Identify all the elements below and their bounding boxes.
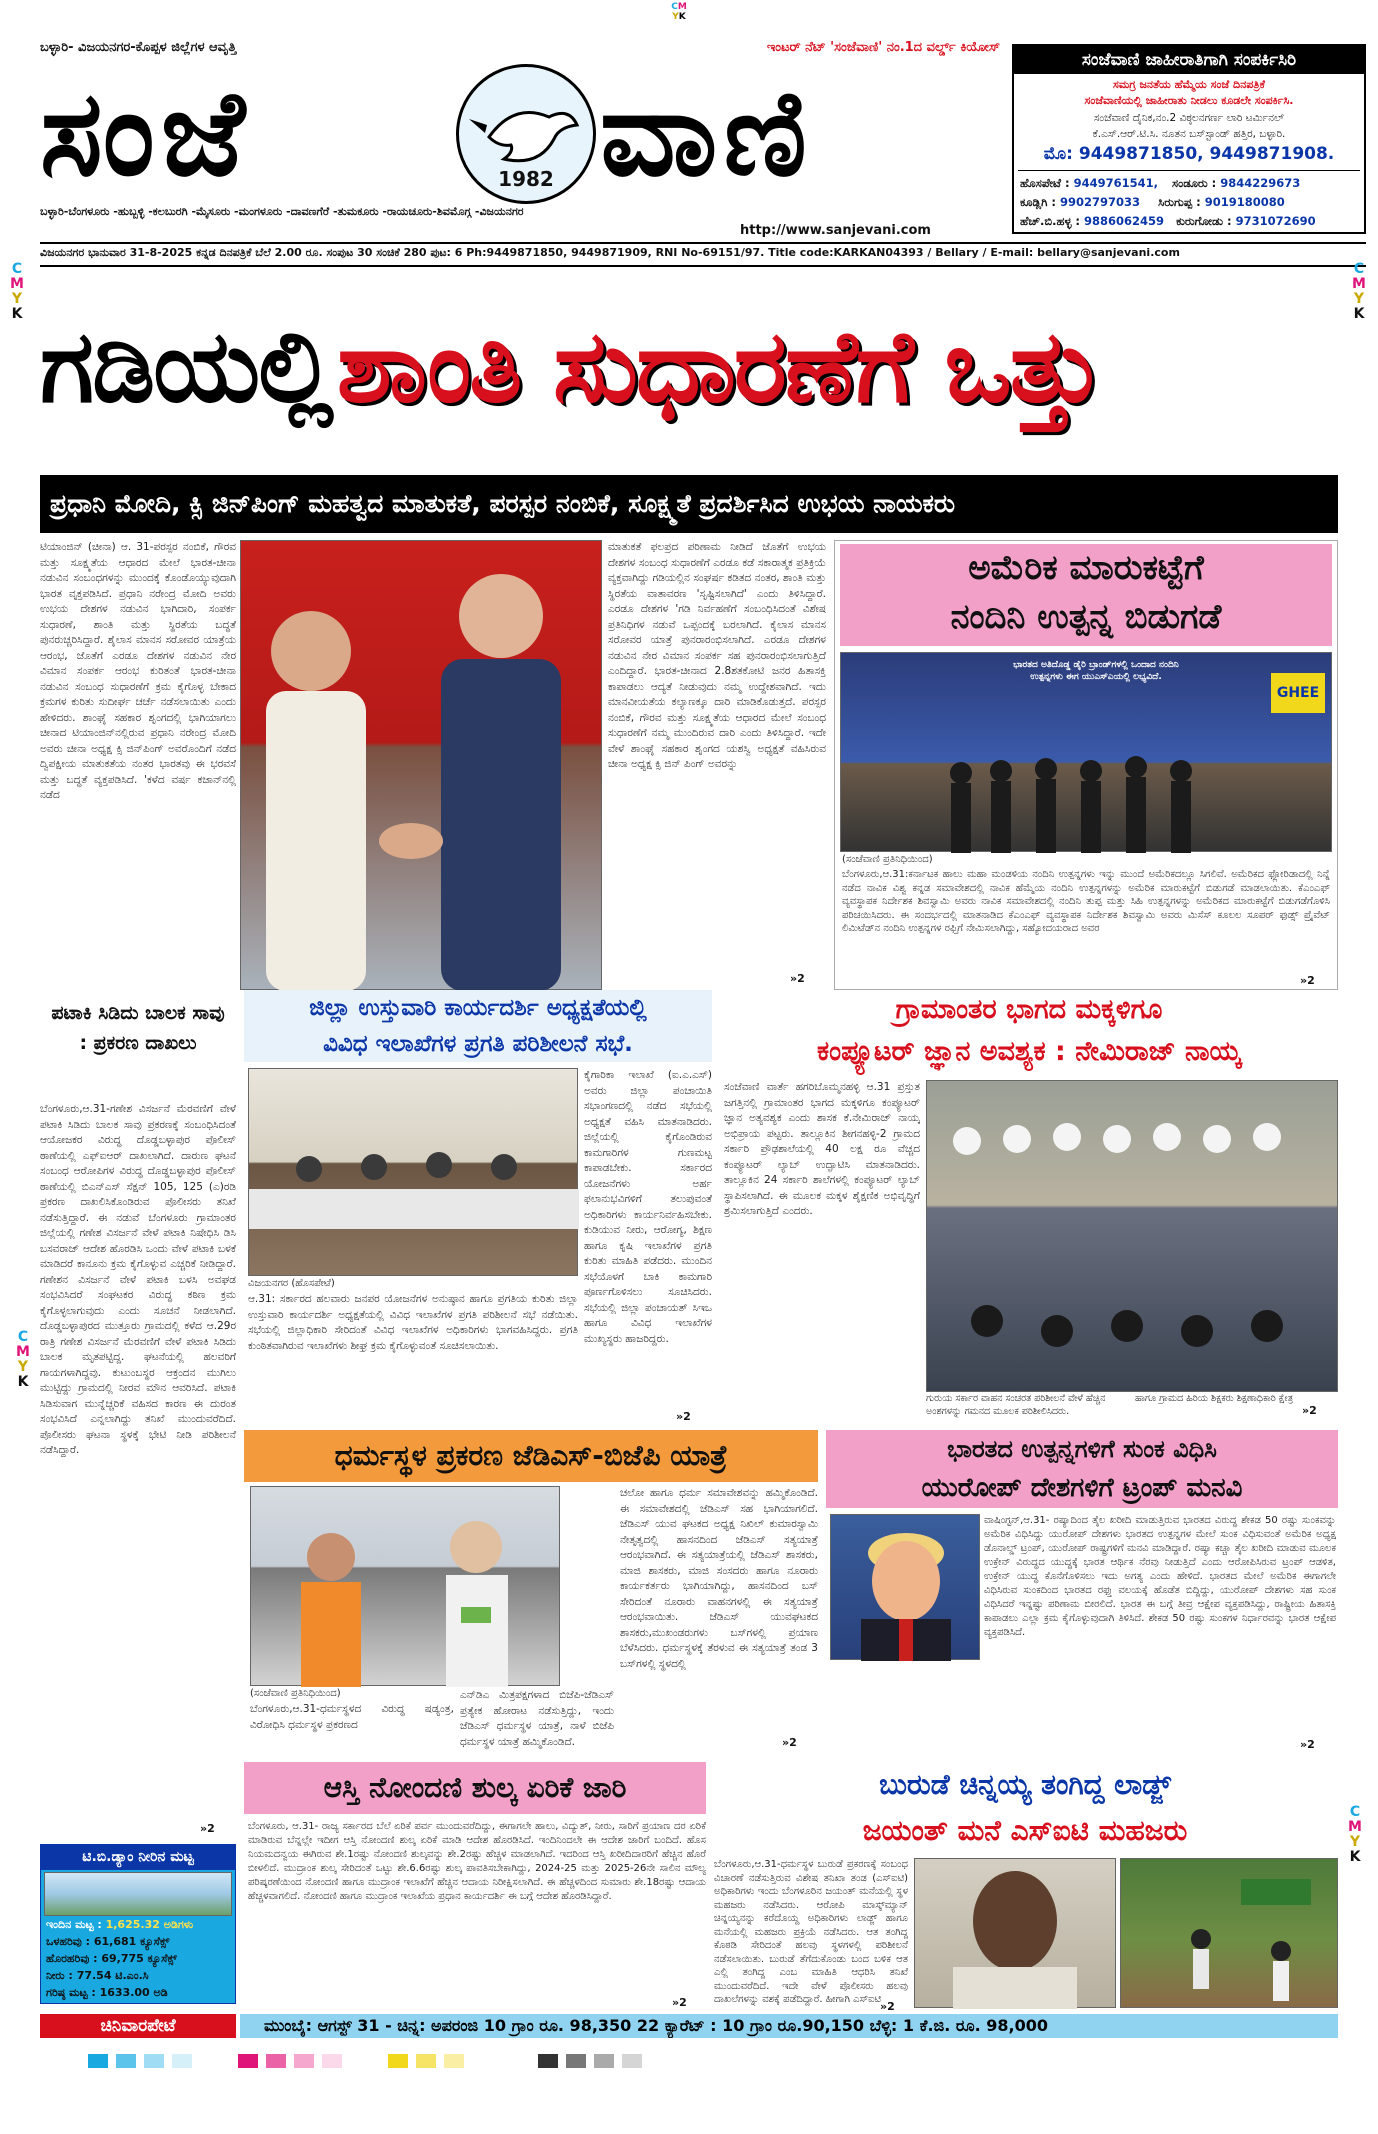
cmyk-y: Y — [1353, 291, 1365, 307]
district-caption: ವಿಜಯನಗರ (ಹೊಸಪೇಟೆ) — [248, 1278, 335, 1289]
headline-part2: ಶಾಂತಿ ಸುಧಾರಣೆಗೆ ಒತ್ತು — [336, 308, 1102, 425]
chinnayya-photo — [914, 1858, 1116, 2008]
swatch-magenta — [322, 2054, 342, 2068]
dam-photo — [44, 1872, 232, 1916]
computer-body: ಸಂಜೆವಾಣಿ ವಾರ್ತೆ ಹಗರಿಬೊಮ್ಮನಹಳ್ಳಿ ಆ.31 ಪ್ರಸ್ತುತ ಜಗತ್ತಿನಲ್ಲಿ ಗ್ರಾಮಾಂತರ ಭಾಗದ ಮಕ್ಕಳಿಗೂ ಕಂಪ್ಯೂಟರ್ ಜ್ಞಾನ ಅತ್ಯವಶ್ಯಕ ಎಂದು ಶಾಸಕ ಕೆ.ನೇಮಿರಾಜ್ ನಾಯ್ಕ ಅಭಿಪ್ರಾಯ ಪಟ್ಟರು. ತಾಲ್ಲೂಕಿನ ಶೀಗನಹಳ್ಳಿ-2 ಗ್ರಾಮದ ಸರ್ಕಾರಿ ಪ್ರೌಢಶಾಲೆಯಲ್ಲಿ 40 ಲಕ್ಷ ರೂ ವೆಚ್ಚದ ಕಂಪ್ಯೂಟರ್ ಲ್ಯಾಬ್ ಉದ್ಘಾಟಿಸಿ ಮಾತನಾಡಿದರು. ತಾಲ್ಲೂಕಿನ 24 ಸರ್ಕಾರಿ ಶಾಲೆಗಳಲ್ಲಿ ಕಂಪ್ಯೂಟರ್ ಲ್ಯಾಬ್ ಸ್ಥಾಪಿಸಲಾಗಿದೆ. ಈ ಮೂಲಕ ಮಕ್ಕಳ ಶೈಕ್ಷಣಿಕ ಅಭಿವೃದ್ಧಿಗೆ ಶ್ರಮಿಸಲಾಗುತ್ತಿದೆ ಎಂದರು. — [724, 1081, 920, 1217]
firecracker-jump[interactable]: »2 — [200, 1822, 215, 1835]
market-rates: ಮುಂಬೈ: ಆಗಸ್ಟ್ 31 - ಚಿನ್ನ: ಅಪರಂಜಿ 10 ಗ್ರಾಂ ರೂ. 98,350 22 ಕ್ಯಾರೆಟ್ : 10 ಗ್ರಾಂ ರೂ.90,150 ಬೆಳ್ಳಿ: 1 ಕೆ.ಜಿ. ರೂ. 98,000 — [240, 2014, 1338, 2038]
dam-value: 1,625.32 ಅಡಿಗಳು — [105, 1918, 194, 1931]
property-title: ಆಸ್ತಿ ನೋಂದಣಿ ಶುಲ್ಕ ಏರಿಕೆ ಜಾರಿ — [244, 1762, 706, 1814]
masthead-website[interactable]: http://www.sanjevani.com — [740, 223, 931, 238]
ad-contact-number: 9902797033 — [1060, 195, 1141, 209]
district-jump[interactable]: »2 — [676, 1410, 691, 1423]
nandini-jump[interactable]: »2 — [1300, 974, 1315, 987]
ad-contact-row — [1020, 176, 1360, 194]
cmyk-c: C — [1349, 1804, 1361, 1820]
ad-line3: ಸಂಜೆವಾಣಿ ದೈನಿಕ,ನಂ.2 ವಿಠ್ಠಲನಗರ್ಣ ಲಾರಿ ಟರ್ಮಿನಲ್ — [1093, 112, 1285, 124]
swatch-magenta — [294, 2054, 314, 2068]
computer-title-1: ಗ್ರಾಮಾಂತರ ಭಾಗದ ಮಕ್ಕಳಿಗೂ — [895, 994, 1163, 1025]
property-jump[interactable]: »2 — [672, 1996, 687, 2009]
ad-contact-number: 9731072690 — [1235, 214, 1316, 228]
dam-value: 77.54 ಟಿ.ಎಂ.ಸಿ — [76, 1969, 149, 1982]
swatch-cyan — [172, 2054, 192, 2068]
forest-icon — [1121, 1859, 1339, 2009]
cmyk-y: Y — [17, 1359, 29, 1375]
dove-logo — [456, 64, 596, 204]
trump-photo — [830, 1514, 980, 1660]
lead-col1: ಟಿಯಾಂಜಿನ್ (ಚೀನಾ) ಆ. 31-ಪರಸ್ಪರ ನಂಬಿಕೆ, ಗೌರವ ಮತ್ತು ಸೂಕ್ಷ್ಮತೆಯ ಆಧಾರದ ಮೇಲೆ ಭಾರತ-ಚೀನಾ ನಡುವಿನ ಸಂಬಂಧಗಳನ್ನು ಮುಂದಕ್ಕೆ ಕೊಂಡೊಯ್ಯುವುದಾಗಿ ಭಾರತ ವೃಕ್ತಪಡಿಸಿದೆ. ಪ್ರಧಾನಿ ನರೇಂದ್ರ ಮೋದಿ ಅವರು ಉಭಯ ದೇಶಗಳ ನಡುವಿನ ಭಾಗಿದಾರಿ, ಸಂಪರ್ಕ ಸುಧಾರಣೆ, ಶಾಂತಿ ಮತ್ತು ಸ್ಥಿರತೆಯ ಬದ್ಧತೆ ಪುನರುಚ್ಚರಿಸಿದ್ದಾರೆ. ಶೈಲಾಸ ಮಾನಸ ಸರೋವರ ಯಾತ್ರೆಯ ಆರಂಭ, ಜೊತೆಗೆ ಎರಡೂ ದೇಶಗಳ ನಡುವಿನ ನೇರ ವಿಮಾನ ಸಂಪರ್ಕ ಆರಂಭ ಕುರಿತಂತೆ ಭಾರತ-ಚೀನಾ ನಡುವಿನ ಸಂಬಂಧ ಸುಧಾರಣೆಗೆ ಕ್ರಮ ಕೈಗೊಳ್ಳ ಬೇಕಾದ ಕ್ರಮಗಳ ಕುರಿತು ಸುದೀರ್ಘ ಚರ್ಚೆ ನಡೆಸಲಾಯಿತು ಎಂದು ಹೇಳಿದರು. ಶಾಂಘೈ ಸಹಕಾರ ಶೃಂಗದಲ್ಲಿ ಭಾಗಿಯಾಗಲು ಚೀನಾದ ಟಿಯಾಂಜಿನ್‌ನಲ್ಲಿರುವ ಪ್ರಧಾನಿ ನರೇಂದ್ರ ಮೋದಿ ಅವರು ಚೀನಾ ಅಧ್ಯಕ್ಷ ಕ್ಸಿ ಜಿನ್‌ಪಿಂಗ್ ಅವರೊಂದಿಗೆ ನಡೆದ ದ್ವಿಪಕ್ಷೀಯ ಮಾತುಕತೆಯ ನಂತರ ಭಾರತವು ಈ ಭರವಸೆ ಮತ್ತು ಬದ್ಧತೆ ವ್ಯಕ್ತಪಡಿಸಿದೆ. 'ಕಳೆದ ವರ್ಷ ಕಜಾನ್‌ನಲ್ಲಿ ನಡೆದ — [40, 541, 236, 801]
swatch-cyan — [144, 2054, 164, 2068]
trump-title-2: ಯುರೋಪ್ ದೇಶಗಳಿಗೆ ಟ್ರಂಪ್ ಮನವಿ — [826, 1468, 1338, 1508]
ad-contact-label: ಹೊಸಪೇಟೆ : — [1020, 176, 1070, 190]
dharmasthala-body-mid: ಎನ್‌ಡಿಎ ಮಿತ್ರಪಕ್ಷಗಳಾದ ಬಿಜೆಪಿ-ಜೆಡಿಎಸ್ ಪ್ರತ್ಯೇಕ ಹೋರಾಟ ನಡೆಸುತ್ತಿದ್ದು, ಇಂದು ಜೆಡಿಎಸ್ ಧರ್ಮಸ್ಥಳ ಯಾತ್ರೆ, ನಾಳೆ ಬಿಜೆಪಿ ಧರ್ಮಸ್ಥಳ ಯಾತ್ರೆ ಹಮ್ಮಿಕೊಂಡಿದೆ. — [460, 1689, 614, 1748]
cmyk-k: K — [17, 1374, 29, 1390]
left-cmyk-mark — [14, 1330, 32, 1390]
masthead-year: 1982 — [498, 167, 554, 191]
cmyk-k: K — [1353, 306, 1365, 322]
dharmasthala-photo — [250, 1486, 560, 1686]
district-meeting-photo — [248, 1068, 578, 1276]
headline-part1: ಗಡಿಯಲ್ಲಿ — [40, 308, 332, 425]
dam-label: ನೀರು : — [46, 1969, 73, 1982]
lead-col2: ಮಾತುಕತೆ ಫಲಪ್ರದ ಪರಿಣಾಮ ನೀಡಿದೆ ಜೊತೆಗೆ ಉಭಯ ದೇಶಗಳ ಸಂಬಂಧ ಸುಧಾರಣೆಗೆ ಎರಡೂ ಕಡೆ ಸಕಾರಾತ್ಮಕ ಪ್ರತಿಕ್ರಿಯೆ ವ್ಯಕ್ತವಾಗಿದ್ದು ಗಡಿಯಲ್ಲಿನ ಸಂಘರ್ಷ ಕಡಿತದ ನಂತರ, ಶಾಂತಿ ಮತ್ತು ಸ್ಥಿರತೆಯ ವಾತಾವರಣ 'ಸೃಷ್ಟಿಸಲಾಗಿದೆ' ಎಂದು ತಿಳಿಸಿದ್ದಾರೆ. ಎರಡೂ ದೇಶಗಳ 'ಗಡಿ ನಿರ್ವಹಣೆಗೆ ಸಂಬಂಧಿಸಿದಂತೆ ವಿಶೇಷ ಪ್ರತಿನಿಧಿಗಳ ನಡುವೆ ಒಪ್ಪಂದಕ್ಕೆ ಬರಲಾಗಿದೆ. ಕೈಲಾಸ ಮಾನಸ ಸರೋವರ ಯಾತ್ರೆ ಪುನರಾರಂಭಿಸಲಾಗಿದೆ. ಎರಡೂ ದೇಶಗಳ ನಡುವಿನ ನೇರ ವಿಮಾನ ಸಂಪರ್ಕ ಸಹ ಪುನರಾರಂಭಿಸಲಾಗುತ್ತಿದೆ ಎಂದಿದ್ದಾರೆ. ಭಾರತ-ಚೀನಾದ 2.8ಶತಕೋಟಿ ಜನರ ಹಿತಾಸಕ್ತಿ ಕಾಪಾಡಲು ಆದ್ಯತೆ ನೀಡುವುದು ನಮ್ಮ ಉದ್ದೇಶವಾಗಿದೆ. ಇದು ಮಾನವೀಯತೆಯ ಕಲ್ಯಾಣಕ್ಕೂ ದಾರಿ ಮಾಡಿಕೊಡುತ್ತದೆ. ಪರಸ್ಪರ ನಂಬಿಕೆ, ಗೌರವ ಮತ್ತು ಸೂಕ್ಷ್ಮತೆಯ ಆಧಾರದ ಮೇಲೆ ಸಂಬಂಧ ಸುಧಾರಣೆಗೆ ನಮ್ಮ ಮುಂದಿರುವ ದಾರಿ ಎಂದು ತಿಳಿಸಿದ್ದಾರೆ. ಇದೇ ವೇಳೆ ಶಾಂಘೈ ಸಹಕಾರ ಶೃಂಗದ ಯಶಸ್ವಿ ಅಧ್ಯಕ್ಷತೆ ವಹಿಸಿರುವ ಚೀನಾ ಅಧ್ಯಕ್ಷ ಕ್ಸಿ ಜಿನ್ ಪಿಂಗ್ ಅವರನ್ನು — [608, 541, 826, 770]
ad-contact-number: 9844229673 — [1220, 176, 1301, 190]
swatch-black — [622, 2054, 642, 2068]
dam-row — [46, 1952, 232, 1968]
swatch-yellow — [416, 2054, 436, 2068]
cmyk-m: M — [10, 276, 24, 292]
nandini-body: ಬೆಂಗಳೂರು,ಆ.31:ಕರ್ನಾಟಕ ಹಾಲು ಮಹಾ ಮಂಡಳಿಯ ನಂದಿನಿ ಉತ್ಪನ್ನಗಳು ಇನ್ನು ಮುಂದೆ ಅಮೆರಿಕದಲ್ಲೂ ಸಿಗಲಿವೆ. ಅಮೆರಿಕದ ಫ್ಲೋರಿಡಾದಲ್ಲಿ ನಿನ್ನೆ ನಡೆದ ನಾವಿಕ ವಿಶ್ವ ಕನ್ನಡ ಸಮಾವೇಶದಲ್ಲಿ ನಾವಿಕ ಹೆಮ್ಮೆಯ ನಂದಿನಿ ಉತ್ಪನ್ನಗಳನ್ನು ಅಮೆರಿಕ ಮಾರುಕಟ್ಟೆಗೆ ಬಿಡುಗಡೆ ಮಾಡಲಾಯಿತು. ಕೆಎಂಎಫ್ ವ್ಯವಸ್ಥಾಪಕ ನಿರ್ದೇಶಕ ಶಿವಸ್ವಾಮಿ ಅವರು ನಾವಿಕ ಸಮಾವೇಶದಲ್ಲಿ ನಂದಿನಿ ತುಪ್ಪ ಮತ್ತು ಸಿಹಿ ಉತ್ಪನ್ನಗಳನ್ನು ಅಮೆರಿಕದ ಮಾರುಕಟ್ಟೆಗೆ ಬಿಡುಗಡೆಗೊಳಿಸಿ ಪರಿಚಯಿಸಿದರು. ಈ ಸಂದರ್ಭದಲ್ಲಿ ಮಾತನಾಡಿದ ಕೆಎಂಎಫ್ ವ್ಯವಸ್ಥಾಪಕ ನಿರ್ದೇಶಕ ಶಿವಸ್ವಾಮಿ ಅವರು ಮಿಸೆಸ್ ಕೂಲಲ ಸೂಪರ್ ಫುಡ್ಸ್ ಪ್ರೈವೆಟ್ ಲಿಮಿಟೆಡ್‌ನ ನಂದಿನಿ ಉತ್ಪನ್ನಗಳ ರಫ್ತಿಗೆ ನೇಮಿಸಲಾಗಿದ್ದು, ಸಹ್ಯೋದಯರಾದ ಅವರ — [842, 869, 1330, 934]
nandini-banner-text: ಭಾರತದ ಅತಿದೊಡ್ಡ ಡೈರಿ ಬ್ರಾಂಡ್‌ಗಳಲ್ಲಿ ಒಂದಾದ ನಂದಿನಿ ಉತ್ಪನ್ನಗಳು ಈಗ ಯುಎಸ್‌ಎಯಲ್ಲಿ ಲಭ್ಯವಿದೆ. — [1013, 660, 1179, 682]
cmyk-c: C — [11, 261, 23, 277]
ad-contact-box — [1012, 44, 1366, 234]
dam-label: ಒಳಹರಿವು : — [46, 1935, 90, 1948]
dam-title: ಟಿ.ಬಿ.ಡ್ಯಾಂ ನೀರಿನ ಮಟ್ಟ — [40, 1844, 236, 1870]
swatch-magenta — [238, 2054, 258, 2068]
main-headline — [40, 272, 1340, 472]
lead-jump[interactable]: »2 — [790, 972, 805, 985]
meeting-icon — [249, 1069, 579, 1277]
dharmasthala-body-left: ಬೆಂಗಳೂರು,ಆ.31-ಧರ್ಮಸ್ಥಳದ ವಿರುದ್ಧ ಷಡ್ಯಂತ್ರ, ವಿರೋಧಿಸಿ ಧರ್ಮಸ್ಥಳ ಪ್ರಕರಣದ — [250, 1703, 454, 1731]
ad-contact-label: ಕುರುಗೋಡು : — [1176, 214, 1232, 228]
cmyk-k: K — [1349, 1849, 1361, 1865]
masthead-title-part1: ಸಂಜೆ — [40, 63, 251, 202]
masthead-tagline-left: ಬಳ್ಳಾರಿ- ವಿಜಯನಗರ-ಕೊಪ್ಪಳ ಜಿಲ್ಲೆಗಳ ಆವೃತ್ತಿ — [40, 40, 237, 55]
trump-jump[interactable]: »2 — [1300, 1738, 1315, 1751]
dateline: ವಿಜಯನಗರ ಭಾನುವಾರ 31-8-2025 ಕನ್ನಡ ದಿನಪತ್ರಿಕೆ ಬೆಲೆ 2.00 ರೂ. ಸಂಪುಟ 30 ಸಂಚಿಕೆ 280 ಪುಟ: 6 Ph:9449871850, 9449871909, RNI No-69151/97. Title code:KARKAN04393 / Bellary / E-mail: bellary@sanjevani.com — [40, 246, 1180, 259]
district-title-1: ಜಿಲ್ಲಾ ಉಸ್ತುವಾರಿ ಕಾರ್ಯದರ್ಶಿ ಅಧ್ಯಕ್ಷತೆಯಲ್ಲಿ — [244, 990, 712, 1026]
cmyk-y: Y — [11, 291, 23, 307]
district-body-left: ಆ.31: ಸರ್ಕಾರದ ಹಲವಾರು ಜನಪರ ಯೋಜನೆಗಳ ಅನುಷ್ಠಾನ ಹಾಗೂ ಪ್ರಗತಿಯ ಕುರಿತು ಜಿಲ್ಲಾ ಉಸ್ತುವಾರಿ ಕಾರ್ಯದರ್ಶಿ ಅಧ್ಯಕ್ಷತೆಯಲ್ಲಿ ವಿವಿಧ ಇಲಾಖೆಗಳ ಪ್ರಗತಿ ಪರಿಶೀಲನೆ ಸಭೆ ನಡೆಯಿತು. ಸಭೆಯಲ್ಲಿ ಜಿಲ್ಲಾಧಿಕಾರಿ ಸೇರಿದಂತೆ ವಿವಿಧ ಇಲಾಖೆಗಳ ಅಧಿಕಾರಿಗಳು ಭಾಗವಹಿಸಿದ್ದರು. ಪ್ರಗತಿ ಕುಂಠಿತವಾಗಿರುವ ಇಲಾಖೆಗಳು ಶೀಘ್ರ ಕ್ರಮ ಕೈಗೊಳ್ಳುವಂತೆ ಸೂಚಿಸಲಾಯಿತು. — [248, 1293, 578, 1352]
dam-row — [46, 1935, 232, 1951]
trump-body: ವಾಷಿಂಗ್ಟನ್,ಆ.31- ರಷ್ಯಾದಿಂದ ತೈಲ ಖರೀದಿ ಮಾಡುತ್ತಿರುವ ಭಾರತದ ವಿರುದ್ಧ ಶೇಕಡ 50 ರಷ್ಟು ಸುಂಕವನ್ನು ಅಮೆರಿಕ ವಿಧಿಸಿದ್ದು ಯುರೋಪ್ ದೇಶಗಳು ಭಾರತದ ಉತ್ಪನ್ನಗಳ ಮೇಲೆ ಸುಂಕ ವಿಧಿಸುವಂತೆ ಅಮೆರಿಕ ಅಧ್ಯಕ್ಷ ಡೊನಾಲ್ಡ್ ಟ್ರಂಪ್, ಯುರೋಪ್ ರಾಷ್ಟ್ರಗಳಿಗೆ ಮನವಿ ಮಾಡಿದ್ದಾರೆ. ರಷ್ಯಾ ಕಚ್ಚಾ ತೈಲ ಖರೀದಿ ಮಾಡುವ ಮೂಲಕ ಉಕ್ರೇನ್ ವಿರುದ್ಧದ ಯುದ್ಧಕ್ಕೆ ಭಾರತ ಆರ್ಥಿಕ ನೆರವು ನೀಡುತ್ತಿದೆ ಎಂದು ಆರೋಪಿಸಿರುವ ಟ್ರಂಪ್ ಆಡಳಿತ, ಉಕ್ರೇನ್ ಯುದ್ಧ ಕೊನೆಗೊಳಿಸಲು ಇದು ಅಗತ್ಯ ಎಂದು ಹೇಳಿದೆ. ಭಾರತದ ಮೇಲೆ ಅಮೆರಿಕ ಈಗಾಗಲೇ ವಿಧಿಸಿರುವ ಸುಂಕದಿಂದ ಭಾರತದ ರಫ್ತು ವಲಯಕ್ಕೆ ಹೊಡೆತ ಬಿದ್ದಿದ್ದು, ಯುರೋಪ್ ದೇಶಗಳು ಸಹ ಸುಂಕ ವಿಧಿಸಿದರೆ ಇನ್ನಷ್ಟು ಪರಿಣಾಮ ಬೀರಲಿದೆ. ಭಾರತ ಈ ಬಗ್ಗೆ ತೀವ್ರ ಆಕ್ಷೇಪ ವ್ಯಕ್ತಪಡಿಸಿದ್ದು, ರಾಷ್ಟ್ರೀಯ ಹಿತಾಸಕ್ತಿ ಕಾಪಾಡಲು ಎಲ್ಲಾ ಕ್ರಮ ಕೈಗೊಳ್ಳುವುದಾಗಿ ತಿಳಿಸಿದೆ. ಶೇಕಡ 50 ರಷ್ಟು ಸುಂಕಗಳ ನಿರ್ಧಾರವನ್ನು ಭಾರತ ಆಕ್ಷೇಪ ವ್ಯಕ್ತಪಡಿಸಿದೆ. — [984, 1515, 1336, 1638]
cmyk-k: K — [678, 12, 686, 22]
dam-value: 1633.00 ಅಡಿ — [99, 1986, 168, 1999]
masthead-tagline-right: ಇಂಟರ್ ನೆಟ್ 'ಸಂಜೆವಾಣಿ' ನಂ.1ದ ವರ್ಲ್ಡ್ ಕಿಯೋಸ್ — [766, 40, 1000, 55]
computer-lab-photo — [926, 1080, 1338, 1392]
swatch-cyan — [88, 2054, 108, 2068]
ad-contact-number: 9449761541, — [1073, 176, 1159, 190]
burude-jump[interactable]: »2 — [880, 2000, 895, 2013]
masthead-title-part2: ವಾಣಿ — [600, 63, 813, 202]
ad-contact-row — [1020, 195, 1360, 213]
swatch-magenta — [266, 2054, 286, 2068]
left-cmyk-mark — [8, 262, 26, 322]
dam-label: ಇಂದಿನ ಮಟ್ಟ : — [46, 1918, 102, 1931]
swatch-yellow — [444, 2054, 464, 2068]
nandini-launch-photo — [840, 652, 1332, 852]
ad-line2: ಸಂಜೆವಾಣಿಯಲ್ಲಿ ಜಾಹೀರಾತು ನೀಡಲು ಕೂಡಲೇ ಸಂಪರ್ಕಿಸಿ. — [1084, 94, 1294, 107]
nandini-caption: (ಸಂಜೆವಾಣಿ ಪ್ರತಿನಿಧಿಯಿಂದ) — [842, 854, 933, 865]
right-cmyk-mark — [1350, 262, 1368, 322]
cmyk-c: C — [17, 1329, 29, 1345]
district-body-right: ಕೈಗಾರಿಕಾ ಇಲಾಖೆ (ಐ.ಎ.ಎಸ್) ಅವರು ಜಿಲ್ಲಾ ಪಂಚಾಯಿತಿ ಸಭಾಂಗಣದಲ್ಲಿ ನಡೆದ ಸಭೆಯಲ್ಲಿ ಅಧ್ಯಕ್ಷತೆ ವಹಿಸಿ ಮಾತನಾಡಿದರು. ಜಿಲ್ಲೆಯಲ್ಲಿ ಕೈಗೊಂಡಿರುವ ಕಾಮಗಾರಿಗಳ ಗುಣಮಟ್ಟ ಕಾಪಾಡಬೇಕು. ಸರ್ಕಾರದ ಯೋಜನೆಗಳು ಅರ್ಹ ಫಲಾನುಭವಿಗಳಿಗೆ ತಲುಪುವಂತೆ ಅಧಿಕಾರಿಗಳು ಕಾರ್ಯನಿರ್ವಹಿಸಬೇಕು. ಕುಡಿಯುವ ನೀರು, ಆರೋಗ್ಯ, ಶಿಕ್ಷಣ ಹಾಗೂ ಕೃಷಿ ಇಲಾಖೆಗಳ ಪ್ರಗತಿ ಕುರಿತು ಮಾಹಿತಿ ಪಡೆದರು. ಮುಂದಿನ ಸಭೆಯೊಳಗೆ ಬಾಕಿ ಕಾಮಗಾರಿ ಪೂರ್ಣಗೊಳಿಸಲು ಸೂಚಿಸಿದರು. ಸಭೆಯಲ್ಲಿ ಜಿಲ್ಲಾ ಪಂಚಾಯತ್ ಸಿಇಒ ಹಾಗೂ ವಿವಿಧ ಇಲಾಖೆಗಳ ಮುಖ್ಯಸ್ಥರು ಹಾಜರಿದ್ದರು. — [584, 1069, 712, 1345]
people-icon — [841, 653, 1333, 853]
dharmasthala-title: ಧರ್ಮಸ್ಥಳ ಪ್ರಕರಣ ಜೆಡಿಎಸ್-ಬಿಜೆಪಿ ಯಾತ್ರೆ — [244, 1430, 818, 1482]
market-label: ಚಿನಿವಾರಪೇಟೆ — [40, 2014, 236, 2038]
property-body: ಬೆಂಗಳೂರು, ಆ.31- ರಾಜ್ಯ ಸರ್ಕಾರದ ಬೆಲೆ ಏರಿಕೆ ಪರ್ವ ಮುಂದುವರೆದಿದ್ದು, ಈಗಾಗಲೇ ಹಾಲು, ವಿದ್ಯುತ್, ನೀರು, ಸಾರಿಗೆ ಪ್ರಯಾಣ ದರ ಏರಿಕೆ ಮಾಡಿರುವ ಬೆನ್ನಲ್ಲೇ ಇದೀಗ ಆಸ್ತಿ ನೋಂದಣಿ ಶುಲ್ಕ ಏರಿಕೆ ಮಾಡಿ ಆದೇಶ ಹೊರಡಿಸಿದೆ. ಇಂದಿನಿಂದಲೇ ಈ ಆದೇಶ ಜಾರಿಗೆ ಬಂದಿದೆ. ಹೊಸ ನಿಯಮದನ್ವಯ ಈಗಿರುವ ಶೇ.1ರಷ್ಟು ನೋಂದಣಿ ಶುಲ್ಕವನ್ನು ಶೇ.2ರಷ್ಟು ಹೆಚ್ಚಳ ಮಾಡಲಾಗಿದೆ. ಇದರಿಂದ ಆಸ್ತಿ ಖರೀದಿದಾರರಿಗೆ ಹೆಚ್ಚಿನ ಹೊರೆ ಬೀಳಲಿದೆ. ಮುದ್ರಾಂಕ ಶುಲ್ಕ ಸೇರಿದಂತೆ ಒಟ್ಟು ಶೇ.6.6ರಷ್ಟು ಶುಲ್ಕ ಪಾವತಿಸಬೇಕಾಗಿದ್ದು, 2024-25 ಮತ್ತು 2025-26ನೇ ಸಾಲಿನ ಮೌಲ್ಯ ಪರಿಷ್ಕರಣೆಯಿಂದ ನೋಂದಣಿ ಹಾಗೂ ಮುದ್ರಾಂಕ ಇಲಾಖೆಗೆ ಹೆಚ್ಚಿನ ಆದಾಯ ನಿರೀಕ್ಷಿಸಲಾಗಿದೆ. ಈ ಹೆಚ್ಚಳದಿಂದ ಸುಮಾರು ಶೇ.18ರಷ್ಟು ಆದಾಯ ಹೆಚ್ಚಳವಾಗಲಿದೆ. ನೋಂದಣಿ ಹಾಗೂ ಮುದ್ರಾಂಕ ಇಲಾಖೆಯ ಪ್ರಧಾನ ಕಾರ್ಯದರ್ಶಿ ಈ ಬಗ್ಗೆ ಆದೇಶ ಹೊರಡಿಸಿದ್ದಾರೆ. — [248, 1821, 706, 1902]
ad-phones: ಮೊ: 9449871850, 9449871908. — [1043, 144, 1335, 164]
ad-contact-label: ಹೆಚ್.ಬಿ.ಹಳ್ಳ : — [1020, 214, 1081, 228]
dam-label: ಗರಿಷ್ಠ ಮಟ್ಟ : — [46, 1986, 96, 1999]
cmyk-m: M — [16, 1344, 30, 1360]
cmyk-y: Y — [672, 12, 679, 22]
ad-contact-number: 9886062459 — [1084, 214, 1165, 228]
bus-passengers-icon — [251, 1487, 561, 1687]
burude-title-1: ಬುರುಡೆ ಚಿನ್ನಯ್ಯ ತಂಗಿದ್ದ ಲಾಡ್ಜ್ — [879, 1768, 1171, 1801]
masthead-editions: ಬಳ್ಳಾರಿ-ಬೆಂಗಳೂರು -ಹುಬ್ಬಳ್ಳಿ -ಕಲಬುರಗಿ -ಮೈಸೂರು -ಮಂಗಳೂರು -ದಾವಣಗೆರೆ -ತುಮಕೂರು -ರಾಯಚೂರು-ಶಿವಮೊಗ್ಗ -ವಿಜಯನಗರ — [40, 205, 524, 218]
cmyk-c: C — [1353, 261, 1365, 277]
burude-body: ಬೆಂಗಳೂರು,ಆ.31-ಧರ್ಮಸ್ಥಳ ಬುರುಡೆ ಪ್ರಕರಣಕ್ಕೆ ಸಂಬಂಧ ವಿಚಾರಣೆ ನಡೆಸುತ್ತಿರುವ ವಿಶೇಷ ತನಿಖಾ ತಂಡ (ಎಸ್‌ಐಟಿ) ಅಧಿಕಾರಿಗಳು ಇಂದು ಬೆಂಗಳೂರಿನ ಜಯಂತ್ ಮನೆಯಲ್ಲಿ ಸ್ಥಳ ಮಹಜರು ನಡೆಸಿದರು. ಆರೋಪಿ ಮಾಸ್ಕ್‌ಮ್ಯಾನ್ ಚಿನ್ನಯ್ಯನನ್ನು ಕರೆದೊಯ್ದ ಅಧಿಕಾರಿಗಳು ಲಾಡ್ಜ್ ಹಾಗೂ ಮನೆಯಲ್ಲಿ ಮಹಜರು ಪ್ರಕ್ರಿಯೆ ನಡೆಸಿದರು. ಆತ ತಂಗಿದ್ದ ಕೊಠಡಿ ಸೇರಿದಂತೆ ಹಲವು ಸ್ಥಳಗಳಲ್ಲಿ ಪರಿಶೀಲನೆ ನಡೆಸಲಾಯಿತು. ಬುರುಡೆ ತೆಗೆದುಕೊಂಡು ಬಂದ ಬಳಿಕ ಆತ ಎಲ್ಲಿ ತಂಗಿದ್ದ ಎಂಬ ಮಾಹಿತಿ ಆಧರಿಸಿ ತನಿಖೆ ಮುಂದುವರೆದಿದೆ. ಇದೇ ವೇಳೆ ಪೊಲೀಸರು ಹಲವು ದಾಖಲೆಗಳನ್ನು ವಶಕ್ಕೆ ಪಡೆದಿದ್ದಾರೆ. ಹೀಗಾಗಿ ಎಸ್‌ಐಟಿ — [714, 1859, 908, 2005]
modi-xi-photo — [240, 540, 602, 990]
sit-search-photo — [1120, 1858, 1338, 2008]
dam-label: ಹೊರಹರಿವು : — [46, 1952, 98, 1965]
classroom-icon — [927, 1081, 1339, 1393]
dam-row — [46, 1986, 232, 2002]
dam-value: 69,775 ಕ್ಯೂಸೆಕ್ಸ್ — [101, 1952, 177, 1965]
portrait-icon — [915, 1859, 1117, 2009]
dharmasthala-body-right: ಚಲೋ ಹಾಗೂ ಧರ್ಮ ಸಮಾವೇಶವನ್ನು ಹಮ್ಮಿಕೊಂಡಿದೆ. ಈ ಸಮಾವೇಶದಲ್ಲಿ ಜೆಡಿಎಸ್ ಸಹ ಭಾಗಿಯಾಗಲಿದೆ. ಜೆಡಿಎಸ್ ಯುವ ಘಟಕದ ಅಧ್ಯಕ್ಷ ನಿಖಿಲ್ ಕುಮಾರಸ್ವಾಮಿ ನೇತೃತ್ವದಲ್ಲಿ ಹಾಸನದಿಂದ ಜೆಡಿಎಸ್ ಸತ್ಯಯಾತ್ರೆ ಆರಂಭವಾಗಿದೆ. ಈ ಸತ್ಯಯಾತ್ರೆಯಲ್ಲಿ ಜೆಡಿಎಸ್ ಶಾಸಕರು, ಮಾಜಿ ಶಾಸಕರು, ಮಾಜಿ ಸಂಸದರು ಹಾಗೂ ನೂರಾರು ಕಾರ್ಯಕರ್ತರು ಭಾಗಿಯಾಗಿದ್ದು, ಹಾಸನದಿಂದ ಬಸ್ ಸೇರಿದಂತೆ ನೂರಾರು ವಾಹನಗಳಲ್ಲಿ ಈ ಸತ್ಯಯಾತ್ರೆ ಆರಂಭವಾಯಿತು. ಜೆಡಿಎಸ್ ಯುವಘಟಕದ ಶಾಸಕರು,ಮುಖಂಡರುಗಳು ಬಸ್‌ಗಳಲ್ಲಿ ಪ್ರಯಾಣ ಬೆಳೆಸಿದರು. ಧರ್ಮಸ್ಥಳಕ್ಕೆ ತೆರಳುವ ಈ ಸತ್ಯಯಾತ್ರೆ ತಂಡ 3 ಬಸ್‌ಗಳಲ್ಲಿ ಸ್ಥಳದಲ್ಲಿ — [620, 1487, 818, 1670]
computer-jump[interactable]: »2 — [1302, 1404, 1317, 1417]
nandini-title-1: ಅಮೆರಿಕ ಮಾರುಕಟ್ಟೆಗೆ — [840, 544, 1332, 592]
computer-title-2: ಕಂಪ್ಯೂಟರ್ ಜ್ಞಾನ ಅವಶ್ಯಕ : ನೇಮಿರಾಜ್ ನಾಯ್ಕ — [816, 1036, 1242, 1067]
swatch-cyan — [116, 2054, 136, 2068]
firecracker-title: ಪಟಾಕಿ ಸಿಡಿದು ಬಾಲಕ ಸಾವು : ಪ್ರಕರಣ ದಾಖಲು — [51, 1002, 225, 1054]
swatch-yellow — [388, 2054, 408, 2068]
dateline-rule — [40, 242, 1366, 244]
swatch-black — [538, 2054, 558, 2068]
cmyk-k: K — [11, 306, 23, 322]
ad-contact-label: ಸಿರುಗುಪ್ಪ : — [1158, 195, 1201, 209]
ad-contact-label: ಕೂಡ್ಲಿಗಿ : — [1020, 195, 1057, 209]
ad-divider — [1018, 170, 1360, 171]
masthead-title — [40, 58, 1004, 208]
computer-caption-left: ಗುರುಯ ಸರ್ಕಾರ ವಾಹನ ಸಂಚರತ ಪರಿಶೀಲನೆ ವೇಳೆ ಹೆಚ್ಚಿನ ಅಂಶಗಳನ್ನು ಗಮನದ ಮೂಲಕ ಪರಿಶೀಲಿಸಿದರು. — [926, 1393, 1106, 1417]
swatch-black — [594, 2054, 614, 2068]
cmyk-m: M — [677, 2, 687, 12]
cmyk-y: Y — [1349, 1834, 1361, 1850]
dam-value: 61,681 ಕ್ಯೂಸೆಕ್ಸ್ — [93, 1935, 170, 1948]
ghee-label: GHEE — [1271, 673, 1325, 713]
dateline-rule-bottom — [40, 265, 1366, 267]
cmyk-c: C — [671, 2, 678, 12]
handshake-icon — [241, 541, 603, 991]
ad-line1: ಸಮಗ್ರ ಜನತೆಯ ಹೆಮ್ಮೆಯ ಸಂಜೆ ದಿನಪತ್ರಿಕೆ — [1113, 78, 1265, 91]
burude-title-2: ಜಯಂತ್ ಮನೆ ಎಸ್‌ಐಟಿ ಮಹಜರು — [862, 1814, 1188, 1847]
cmyk-m: M — [1352, 276, 1366, 292]
district-title-2: ವಿವಿಧ ಇಲಾಖೆಗಳ ಪ್ರಗತಿ ಪರಿಶೀಲನೆ ಸಭೆ. — [244, 1026, 712, 1062]
color-strip — [88, 2054, 808, 2068]
swatch-black — [566, 2054, 586, 2068]
firecracker-body: ಬೆಂಗಳೂರು,ಆ.31-ಗಣೇಶ ವಿಸರ್ಜನೆ ಮೆರವಣಿಗೆ ವೇಳೆ ಪಟಾಕಿ ಸಿಡಿದು ಬಾಲಕ ಸಾವು ಪ್ರಕರಣಕ್ಕೆ ಸಂಬಂಧಿಸಿದಂತೆ ಆಯೋಜಕರ ವಿರುದ್ಧ ದೊಡ್ಡಬಳ್ಳಾಪುರ ಪೊಲೀಸ್ ಠಾಣೆಯಲ್ಲಿ ಎಫ್ಐಆರ್ ದಾಖಲಾಗಿದೆ. ದಾರುಣ ಘಟನೆ ಸಂಬಂಧ ಆರೋಪಿಗಳ ವಿರುದ್ಧ ದೊಡ್ಡಬಳ್ಳಾಪುರ ಪೊಲೀಸ್ ಠಾಣೆಯಲ್ಲಿ ಬಿಎನ್ಎಸ್ ಸೆಕ್ಷನ್ 105, 125 (ಎ)ರಡಿ ಪ್ರಕರಣ ದಾಖಲಿಸಿಕೊಂಡಿರುವ ಪೊಲೀಸರು ತನಿಖೆ ನಡೆಸುತ್ತಿದ್ದಾರೆ. ಈ ನಡುವೆ ಬೆಂಗಳೂರು ಗ್ರಾಮಾಂತರ ಜಿಲ್ಲೆಯಲ್ಲಿ ಗಣೇಶ ವಿಸರ್ಜನೆ ವೇಳೆ ಪಟಾಕಿ ನಿಷೇಧಿಸಿ ಡಿಸಿ ಬಸವರಾಜ್ ಆದೇಶ ಹೊರಡಿಸಿ ಒಂದು ವೇಳೆ ಪಟಾಕಿ ಬಳಕೆ ಮಾಡಿದರೆ ಕಾನೂನು ಕ್ರಮ ಕೈಗೊಳ್ಳುವ ಎಚ್ಚರಿಕೆ ನೀಡಿದ್ದಾರೆ. ಗಣೇಶನ ವಿಸರ್ಜನೆ ವೇಳೆ ಪಟಾಕಿ ಬಳಸಿ ಅವಘಡ ಸಂಭವಿಸಿದರೆ ಸಂಘಟಕರ ವಿರುದ್ಧ ಕಠಿಣ ಕ್ರಮ ಕೈಗೊಳ್ಳಲಾಗುವುದು ಎಂದು ಸೂಚನೆ ನೀಡಲಾಗಿದೆ. ದೊಡ್ಡಬಳ್ಳಾಪುರದ ಮುತ್ತೂರು ಗ್ರಾಮದಲ್ಲಿ ಕಳೆದ ಆ.29ರ ರಾತ್ರಿ ಗಣೇಶ ವಿಸರ್ಜನೆ ಮೆರವಣಿಗೆ ವೇಳೆ ಪಟಾಕಿ ಸಿಡಿದು ಬಾಲಕ ಮೃತಪಟ್ಟಿದ್ದ. ಘಟನೆಯಲ್ಲಿ ಹಲವರಿಗೆ ಗಾಯಗಳಾಗಿದ್ದವು. ಕುಟುಂಬಸ್ಥರ ಆಕ್ರಂದನ ಮುಗಿಲು ಮುಟ್ಟಿದ್ದು ಗ್ರಾಮದಲ್ಲಿ ನೀರವ ಮೌನ ಆವರಿಸಿದೆ. ಪಟಾಕಿ ಸಿಡಿಸುವಾಗ ಮುನ್ನೆಚ್ಚರಿಕೆ ವಹಿಸದ ಕಾರಣ ಈ ದುರಂತ ಸಂಭವಿಸಿದೆ ಎನ್ನಲಾಗಿದ್ದು ತನಿಖೆ ಮುಂದುವರೆದಿದೆ. ಪೊಲೀಸರು ಘಟನಾ ಸ್ಥಳಕ್ಕೆ ಭೇಟಿ ನೀಡಿ ಪರಿಶೀಲನೆ ನಡೆಸಿದ್ದಾರೆ. — [40, 1103, 236, 1456]
trump-title-1: ಭಾರತದ ಉತ್ಪನ್ನಗಳಿಗೆ ಸುಂಕ ವಿಧಿಸಿ — [826, 1430, 1338, 1468]
ad-heading: ಸಂಜೆವಾಣಿ ಜಾಹೀರಾತಿಗಾಗಿ ಸಂಪರ್ಕಿಸಿರಿ — [1014, 46, 1364, 74]
cmyk-m: M — [1348, 1819, 1362, 1835]
top-cmyk-mark — [668, 2, 690, 24]
dharmasthala-caption: (ಸಂಜೆವಾಣಿ ಪ್ರತಿನಿಧಿಯಿಂದ) — [250, 1688, 341, 1699]
computer-caption-right: ಹಾಗೂ ಗ್ರಾಮದ ಹಿರಿಯ ಶಿಕ್ಷಕರು ಶಿಕ್ಷಣಾಧಿಕಾರಿ ಕ್ಷೇತ್ರ — [1135, 1393, 1294, 1404]
right-cmyk-mark — [1346, 1805, 1364, 1865]
ad-contact-label: ಸಂಡೂರು : — [1172, 176, 1217, 190]
portrait-icon — [831, 1515, 981, 1661]
nandini-title-2: ನಂದಿನಿ ಉತ್ಪನ್ನ ಬಿಡುಗಡೆ — [840, 592, 1332, 646]
dam-row — [46, 1969, 232, 1985]
ad-contact-row — [1020, 214, 1360, 232]
dam-row — [46, 1918, 232, 1934]
ad-line4: ಕೆ.ಎಸ್.ಆರ್.ಟಿ.ಸಿ. ನೂತನ ಬಸ್‌ಸ್ಟಾಂಡ್ ಹತ್ತಿರ, ಬಳ್ಳಾರಿ. — [1092, 128, 1286, 140]
dharmasthala-jump[interactable]: »2 — [782, 1736, 797, 1749]
ad-contact-number: 9019180080 — [1204, 195, 1285, 209]
sub-headline: ಪ್ರಧಾನಿ ಮೋದಿ, ಕ್ಸಿ ಜಿನ್‌ಪಿಂಗ್ ಮಹತ್ವದ ಮಾತುಕತೆ, ಪರಸ್ಪರ ನಂಬಿಕೆ, ಸೂಕ್ಷ್ಮತೆ ಪ್ರದರ್ಶಿಸಿದ ಉಭಯ ನಾಯಕರು — [40, 475, 1338, 533]
